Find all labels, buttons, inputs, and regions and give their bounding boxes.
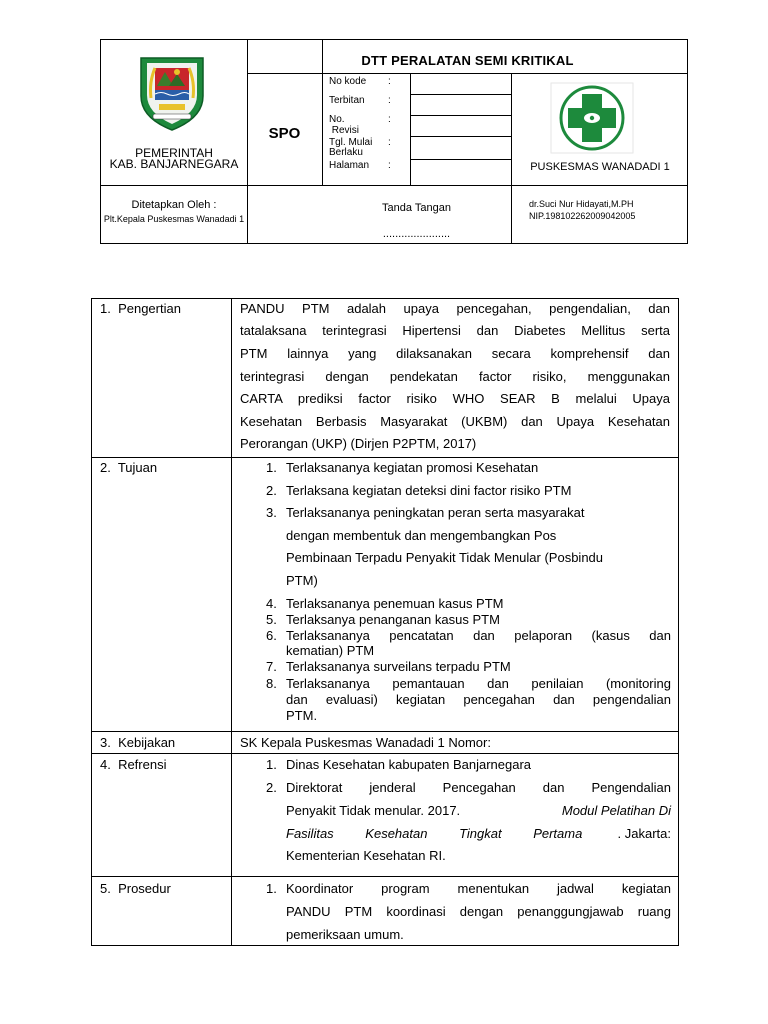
prosedur-num-1: 1. [266, 881, 277, 896]
document-title: DTT PERALATAN SEMI KRITIKAL [361, 53, 574, 68]
meta-no-kode-colon: : [388, 76, 391, 87]
tujuan-item-8-line-1: Terlaksananya pemantauan dan penilaian (monitoring [286, 676, 671, 691]
tujuan-num-5: 5. [266, 612, 277, 627]
meta-no-kode-label: No kode [329, 76, 367, 87]
meta-berlaku-colon: : [388, 137, 391, 148]
header-table [100, 39, 688, 244]
pengertian-line-7: Perorangan (UKP) (Dirjen P2PTM, 2017) [240, 436, 477, 451]
plt-label: Plt.Kepala Puskesmas Wanadadi 1 [103, 214, 245, 224]
pengertian-line-2: tatalaksana terintegrasi Hipertensi dan Diabetes Mellitus serta [240, 323, 670, 338]
tujuan-item-3-line-2: dengan membentuk dan mengembangkan Pos [286, 528, 557, 543]
meta-halaman-colon: : [388, 160, 391, 171]
meta-berlaku-label2: Berlaku [329, 147, 363, 158]
spo-label: SPO [268, 125, 301, 142]
tujuan-item-2: Terlaksana kegiatan deteksi dini factor risiko PTM [286, 483, 572, 498]
tujuan-item-3-line-1: Terlaksananya peningkatan peran serta masyarakat [286, 505, 585, 520]
meta-terbitan-colon: : [388, 95, 391, 106]
label-refrensi: 4. Refrensi [100, 757, 167, 772]
tujuan-item-8-line-3: PTM. [286, 708, 318, 723]
pengertian-line-6: Kesehatan Berbasis Masyarakat (UKBM) dan Upaya Kesehatan [240, 414, 670, 429]
meta-revisi-label2: Revisi [329, 125, 360, 136]
meta-berlaku-label: Tgl. Mulai [329, 137, 373, 148]
label-pengertian: 1. Pengertian [100, 301, 181, 316]
tujuan-num-7: 7. [266, 659, 277, 674]
pengertian-line-4: terintegrasi dengan pendekatan factor risiko, menggunakan [240, 369, 670, 384]
refrensi-num-1: 1. [266, 757, 277, 772]
signer-name: dr.Suci Nur Hidayati,M.PH [529, 199, 634, 209]
refrensi-num-2: 2. [266, 780, 277, 795]
meta-halaman-label: Halaman [329, 160, 370, 171]
org-line1: PEMERINTAH [135, 146, 213, 160]
refrensi-item-2-line-2-plain: Penyakit Tidak menular. 2017. [286, 803, 464, 818]
content-table [91, 298, 679, 946]
refrensi-item-2-line-2-italic: Modul Pelatihan Di [561, 803, 671, 818]
label-prosedur: 5. Prosedur [100, 881, 171, 896]
pengertian-line-3: PTM lainnya yang dilaksanakan secara komprehensif dan [240, 346, 670, 361]
banjarnegara-logo [131, 52, 213, 132]
tujuan-item-6-line-2: kematian) PTM [286, 643, 375, 658]
tujuan-item-8-line-2: dan evaluasi) kegiatan pencegahan dan pengendalian [286, 692, 671, 707]
puskesmas-name: PUSKESMAS WANADADI 1 [530, 161, 670, 173]
signer-nip: NIP.198102262009042005 [529, 211, 636, 221]
tujuan-num-2: 2. [266, 483, 277, 498]
refrensi-item-2-line-3-italic: Fasilitas Kesehatan Tingkat Pertama [286, 826, 583, 841]
tujuan-item-4: Terlaksananya penemuan kasus PTM [286, 596, 504, 611]
refrensi-item-1: Dinas Kesehatan kabupaten Banjarnegara [286, 757, 532, 772]
tujuan-num-6: 6. [266, 628, 277, 643]
prosedur-line-1: Koordinator program menentukan jadwal kegiatan [286, 881, 671, 896]
meta-revisi-label: No. [329, 114, 345, 125]
meta-revisi-colon: : [388, 114, 391, 125]
prosedur-line-2: PANDU PTM koordinasi dengan penanggungjawab ruang [286, 904, 671, 919]
prosedur-line-3: pemeriksaan umum. [286, 927, 404, 942]
tanda-tangan-label: Tanda Tangan [382, 202, 451, 214]
refrensi-item-2-line-1: Direktorat jenderal Pencegahan dan Pengendalian [286, 780, 671, 795]
org-line2: KAB. BANJARNEGARA [109, 157, 239, 171]
tujuan-num-4: 4. [266, 596, 277, 611]
tujuan-item-5: Terlaksanya penanganan kasus PTM [286, 612, 500, 627]
tujuan-item-1: Terlaksananya kegiatan promosi Kesehatan [286, 460, 539, 475]
puskesmas-logo [550, 82, 634, 154]
tujuan-num-8: 8. [266, 676, 277, 691]
refrensi-item-2-line-4: Kementerian Kesehatan RI. [286, 848, 446, 863]
tujuan-item-6-line-1: Terlaksananya pencatatan dan pelaporan (kasus dan [286, 628, 671, 643]
meta-terbitan-label: Terbitan [329, 95, 365, 106]
pengertian-line-5: CARTA prediksi factor risiko WHO SEAR B melalui Upaya [240, 391, 670, 406]
label-tujuan: 2. Tujuan [100, 460, 158, 475]
tujuan-item-3-line-3: Pembinaan Terpadu Penyakit Tidak Menular (Posbindu [286, 550, 604, 565]
pengertian-line-1: PANDU PTM adalah upaya pencegahan, pengendalian, dan [240, 301, 670, 316]
refrensi-item-2-line-2 [286, 804, 671, 817]
tujuan-num-3: 3. [266, 505, 277, 520]
refrensi-item-2-line-3 [286, 827, 671, 840]
refrensi-item-2-line-3-plain: . Jakarta: [617, 826, 671, 841]
kebijakan-text: SK Kepala Puskesmas Wanadadi 1 Nomor: [240, 735, 491, 750]
tujuan-item-3-line-4: PTM) [286, 573, 318, 588]
tujuan-item-7: Terlaksananya surveilans terpadu PTM [286, 659, 511, 674]
ditetapkan-label: Ditetapkan Oleh : [131, 199, 217, 211]
signature-dots: ...................... [382, 228, 451, 240]
label-kebijakan: 3. Kebijakan [100, 735, 176, 750]
tujuan-num-1: 1. [266, 460, 277, 475]
